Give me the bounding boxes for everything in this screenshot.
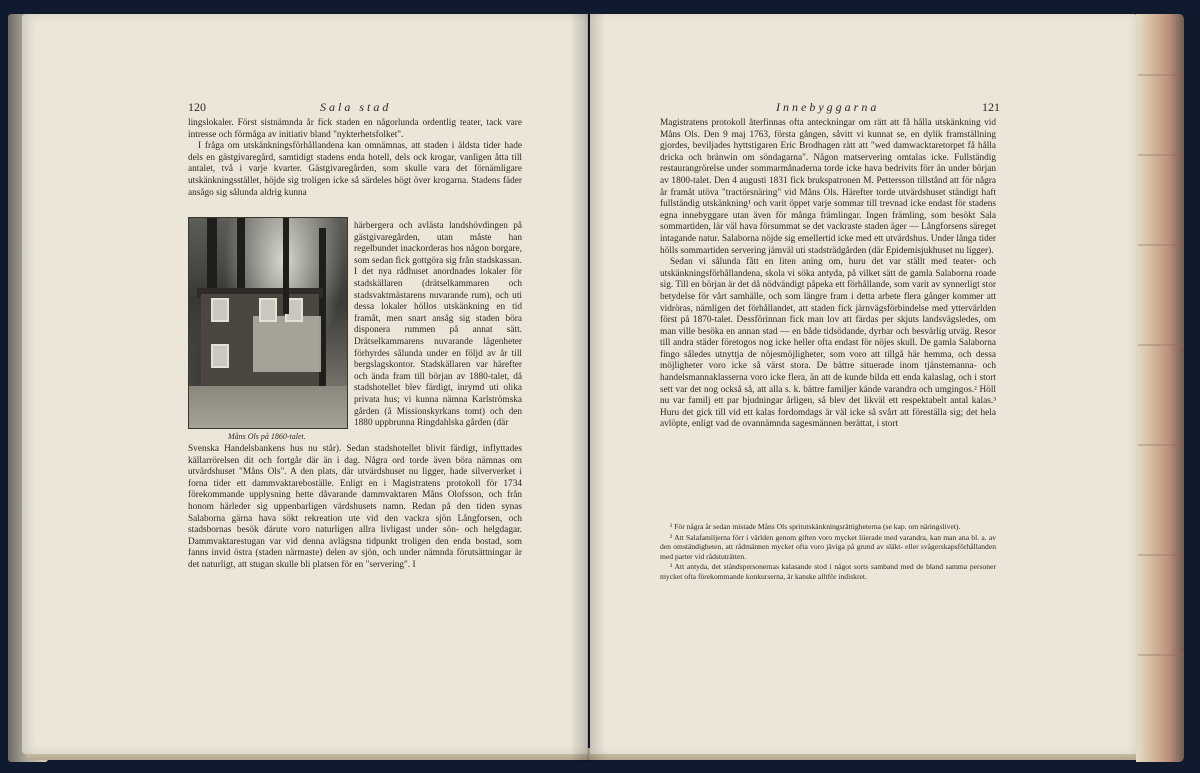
left-text-beside-photo bbox=[354, 221, 522, 430]
left-paragraph: Svenska Handelsbankens hus nu står). Sedan stadshotellet blivit färdigt, inflyttades källarrörelsen dit och fortgår där än i dag. Några ord torde även böra nämnas om utvärdshuset "Måns Ols". A den plats, där utvärdshuset nu ligger, hade silververket i forna tider ett dammvaktareboställe. Enligt en i Magistratens protokoll för 1734 förekommande upplysning hette dåvarande dammvaktaren Måns Olofsson, och från honom härleder sig uppenbarligen värdshusets namn. Redan på den tiden synas Salaborna gärna hava sökt rekreation ute vid den vackra sjön Långforsen, och stadsbornas besök därute voro naturligen allra livligast under sön- och helgdagar. Dammvaktarestugan var vid denna avlägsna tidpunkt troligen den enda bostad, som fanns invid östra (staden närmaste) delen av sjön, och under nämnda förutsättningar är det naturligt, att stugan skulle bli platsen för en "servering". I bbox=[188, 444, 522, 570]
left-paragraph: härbergera och avlästa landshövdingen på gästgivaregården, utan måste han regelbundet inackorderas hos någon borgare, som sedan fick gottgöra sig från stadskassan. I det nya rådhuset anordnades lokaler för stadskällaren (drätselkammaren och stadsvaktmästarens nuvarande rum), och uti dessa lokaler höllos utskänkning en tid framåt, men snart ansåg sig staden böra disponera rummen på annat sätt. Drätselkammarens nuvarande lägenheter förhyrdes sålunda under en följd av år till bergslagskontor. Stadskällaren var härefter och ända fram till början av 1880-talet, då stadshotellet blev färdigt, inrymd uti olika privata hus; vi kunna nämna Karlströmska gården (å Missionskyrkans tomt) och den 1880 uppbrunna Ringdahlska gården (där bbox=[354, 221, 522, 429]
footnote: ¹ För några år sedan mistade Måns Ols spritutskänkningsrättigheterna (se kap. om näringslivet). bbox=[670, 522, 961, 531]
right-text bbox=[660, 118, 996, 431]
left-running-title: Sala stad bbox=[320, 100, 392, 114]
left-text-top bbox=[188, 118, 522, 199]
right-page-number: 121 bbox=[982, 100, 1000, 114]
left-page-number: 120 bbox=[188, 100, 206, 114]
footnotes bbox=[660, 522, 996, 583]
page-edges-right bbox=[1136, 14, 1184, 762]
photo-caption: Måns Ols på 1860-talet. bbox=[228, 432, 306, 441]
right-paragraph: Magistratens protokoll återfinnas ofta anteckningar om rätt att få hålla utskänkning vid Måns Ols. Den 9 maj 1763, första gången, såvitt vi kunnat se, en dylik framställning gjordes, beviljades hyttstigaren Eric Brodhagen rätt att "wed damwacktaretorpet få hålla dricka och bränwin om söndagarna". Någon matservering omtalas icke. Fullständig restaurangrörelse under sommarmånaderna torde icke hava bedrivits förr än under början av 1800-talet. Den 4 augusti 1831 fick brukspatronen M. Pettersson tillstånd att för några år framåt utöva "tractörsnäring" vid Måns Ols. Härefter torde utvärdshuset ständigt haft fullständig utskänkning¹ och varit öppet varje sommar till trevnad icke endast för stadens egna innebyggare utan även för många främlingar. Ingen främling, som besökt Sala sommartiden, lär väl hava försummat se det vackraste staden äger — Långforsens säreget intagande natur. Salaborna nöjde sig emellertid icke med ett utvärdshus. Under långa tider hölls sommartiden servering jämväl uti stadsträdgården (där Epidemisjukhuset nu ligger). bbox=[660, 118, 996, 256]
left-paragraph: lingslokaler. Först sistnämnda år fick staden en någorlunda ordentlig teater, tack vare intresse och förmåga av initiativ bland "nykterhetsfolket". bbox=[188, 118, 522, 140]
footnote: ³ Att antyda, det ståndspersonernas kalasande stod i något sorts samband med de bland samma personer mycket ofta förekommande konkurserna, är kanske alltför indiskret. bbox=[660, 562, 996, 581]
left-text-bottom bbox=[188, 444, 522, 572]
right-paragraph: Sedan vi sålunda fått en liten aning om, huru det var ställt med teater- och utskänkningsförhållandena, skola vi söka antyda, på vilket sätt de gamla Salaborna roade sig. Till en början är det då nödvändigt påpeka ett förhållande, som varit av synnerligt stor betydelse för vårt samhälle, och som längre fram i detta arbete flera gånger kommer att vidröras, nämligen det förhållandet, att staden fick järnvägsförbindelse med yttervärlden först på 1870-talet. Dessförinnan fick man lov att färdas per skjuts landsvägsledes, om man ville besöka en annan stad — en både tidsödande, dyrbar och besvärlig utväg. Resor till andra städer företogos nog icke heller ofta endast för nöjes skull. De gamla Salaborna fingo således utnyttja de nöjesmöjligheter, som voro att tillgå här hemma, och dessa möjligheter voro icke så värst stora. De bättre situerade inom tjänstemanna- och handelsmannaklasserna voro icke flera, än att de kunde bilda ett enda kalaslag, och i stort sett var det nog också så, att alla s. k. bättre familjer kände varandra och umgingos.² Höll nu var familj ett par bjudningar årligen, så blev det likväl ett respektabelt antal kalas.³ Huru det gick till vid ett kalas fordomdags är väl icke så svårt att föreställa sig; det hela avlöpte, enligt vad de ovannämnda sagesmännen berättat, i stort bbox=[660, 257, 996, 430]
historic-photo bbox=[188, 217, 348, 429]
footnote: ² Att Salafamiljerna förr i världen genom giften voro mycket liierade med varandra, kan man ana bl. a. av den omständigheten, att rådmännen mycket ofta voro jäviga på grund av släkt- eller svågerskapsförhållanden med parter vid rådstuträtten. bbox=[660, 532, 996, 561]
left-paragraph: I fråga om utskänkningsförhållandena kan omnämnas, att staden i äldsta tider hade dels en gästgivaregård, samtidigt stadens enda hotell, dels ock krogar, vanligen åtta till antalet, två i varje kvarter. Gästgivaregården, som skulle vara det förnämligare utskänkningsstället, höjde sig troligen icke så särdeles högt över krogarna. Stadens fäder ansågo sig sålunda aldrig kunna bbox=[188, 141, 522, 198]
right-running-title: Innebyggarna bbox=[776, 100, 880, 114]
